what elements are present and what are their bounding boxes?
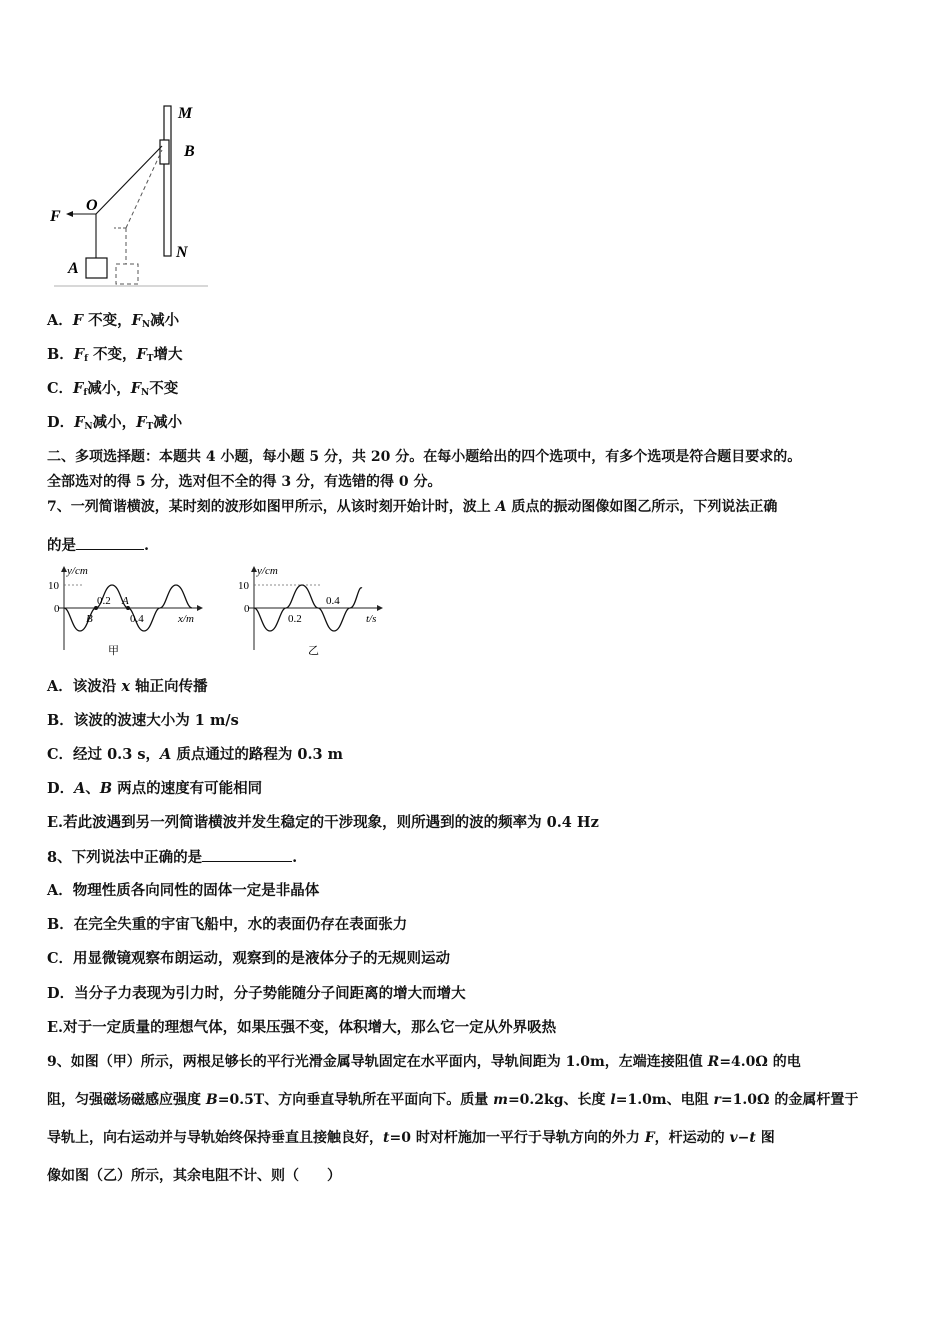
q7-stem-line2: 的是 .	[47, 537, 150, 554]
label-f: F	[50, 208, 61, 225]
x-axis-label: x/m	[178, 613, 194, 625]
section2-heading-line2: 全部选对的得 5 分，选对但不全的得 3 分，有选错的得 0 分。	[47, 474, 442, 490]
vibration-graph-yi	[236, 562, 396, 658]
q7-option-d: D．A、B 两点的速度有可能相同	[47, 780, 263, 797]
q8-option-c: C．用显微镜观察布朗运动，观察到的是液体分子的无规则运动	[47, 950, 451, 967]
pulley-force-diagram	[40, 98, 220, 293]
dashed-rope-1	[126, 150, 162, 228]
q7-option-a: A．该波沿 x 轴正向传播	[47, 678, 208, 695]
q6-option-d: D．$F_N$减小，$F_T$减小	[47, 414, 183, 432]
q6-option-c: C．$F_f$减小，$F_N$不变	[47, 380, 179, 398]
section2-heading-line1: 二、多项选择题：本题共 4 小题，每小题 5 分，共 20 分。在每小题给出的四个选项中，有多个选项是符合题目要求的。	[47, 449, 802, 465]
q8-stem: 8、下列说法中正确的是 .	[47, 849, 298, 866]
tick-10: 10	[238, 580, 249, 592]
caption-yi: 乙	[308, 645, 319, 657]
label-a: A	[68, 260, 79, 277]
q8-option-d: D．当分子力表现为引力时，分子势能随分子间距离的增大而增大	[47, 985, 466, 1002]
q9-line1: 9、如图（甲）所示，两根足够长的平行光滑金属导轨固定在水平面内，导轨间距为 1.0m，左端连接阻值 R=4.0Ω 的电	[47, 1054, 801, 1070]
q8-option-a: A．物理性质各向同性的固体一定是非晶体	[47, 882, 320, 899]
y-axis-label: y/cm	[257, 565, 278, 577]
q7-stem-line1: 7、一列简谐横波，某时刻的波形如图甲所示，从该时刻开始计时，波上 A 质点的振动图像如图乙所示，下列说法正确	[47, 499, 778, 515]
label-o: O	[86, 197, 98, 214]
q6-option-a: A．F 不变，$F_N$减小	[47, 312, 180, 330]
label-n: N	[176, 244, 188, 261]
ring-b	[160, 140, 169, 164]
tick-10: 10	[48, 580, 59, 592]
label-b: B	[86, 613, 93, 625]
y-axis-label: y/cm	[67, 565, 88, 577]
label-b: B	[184, 143, 195, 160]
x-axis-label: t/s	[366, 613, 377, 625]
tick-0-4: 0.4	[130, 613, 144, 625]
q7-option-b: B．该波的波速大小为 1 m/s	[47, 712, 239, 729]
wave-graph-jia	[46, 562, 216, 658]
q8-option-b: B．在完全失重的宇宙飞船中，水的表面仍存在表面张力	[47, 916, 408, 933]
tick-0: 0	[244, 603, 250, 615]
tick-0-2: 0.2	[288, 613, 302, 625]
q8-option-e: E.对于一定质量的理想气体，如果压强不变，体积增大，那么它一定从外界吸热	[47, 1019, 557, 1036]
block-a	[86, 258, 107, 278]
q9-line4: 像如图（乙）所示，其余电阻不计、则（ ）	[47, 1168, 341, 1184]
q6-option-b: B．$F_f$ 不变，$F_T$增大	[47, 346, 183, 364]
label-a: A	[122, 595, 129, 607]
tick-0-2: 0.2	[97, 595, 111, 607]
q9-line2: 阻，匀强磁场磁感应强度 B=0.5T、方向垂直导轨所在平面向下。质量 m=0.2kg、长度 l=1.0m、电阻 r=1.0Ω 的金属杆置于	[47, 1092, 859, 1108]
dashed-block	[116, 264, 138, 284]
force-arrow-head	[66, 211, 73, 217]
tick-0: 0	[54, 603, 60, 615]
caption-jia: 甲	[108, 645, 119, 657]
vertical-rod-mn	[164, 106, 171, 256]
label-m: M	[178, 105, 193, 122]
rope-ob	[96, 146, 162, 214]
q7-option-c: C．经过 0.3 s，A 质点通过的路程为 0.3 m	[47, 746, 344, 763]
tick-0-4: 0.4	[326, 595, 340, 607]
q9-line3: 导轨上，向右运动并与导轨始终保持垂直且接触良好，t=0 时对杆施加一平行于导轨方向的外力 F，杆运动的 v−t 图	[47, 1130, 775, 1146]
q7-option-e: E.若此波遇到另一列简谐横波并发生稳定的干涉现象，则所遇到的波的频率为 0.4 Hz	[47, 814, 599, 831]
